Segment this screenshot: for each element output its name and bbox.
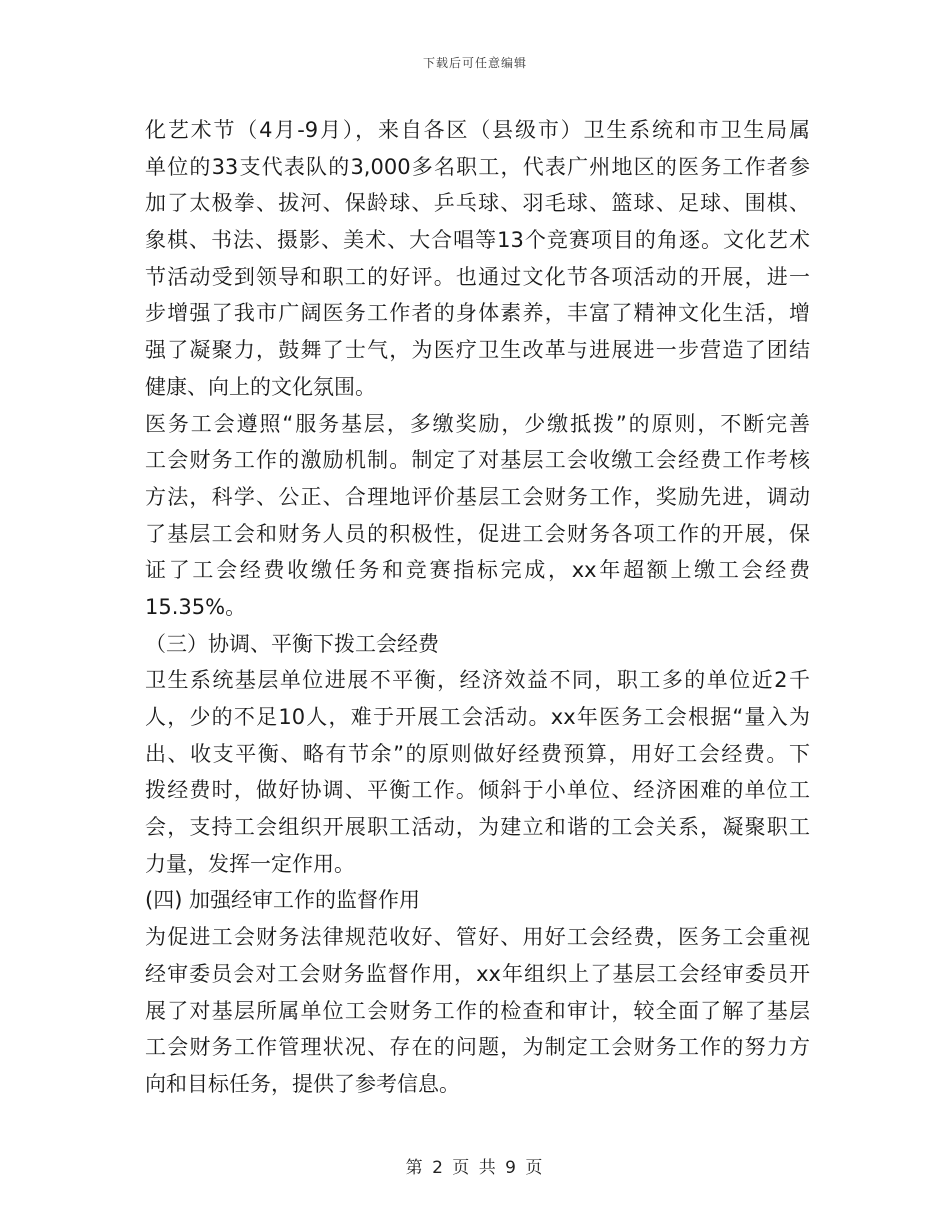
text-line: 为促进工会财务法律规范收好、管好、用好工会经费，医务工会重视 — [145, 925, 810, 950]
page-header: 下载后可任意编辑 — [422, 56, 527, 70]
text-line: 化艺术节（4月-9月），来自各区（县级市）卫生系统和市卫生局属 — [145, 118, 810, 142]
text-line: 展了对基层所属单位工会财务工作的检查和审计，较全面了解了基层 — [145, 998, 810, 1023]
text-line: 力量，发挥一定作用。 — [145, 851, 355, 876]
paragraph — [145, 406, 810, 626]
text-line: 步增强了我市广阔医务工作者的身体素养，丰富了精神文化生活，增 — [145, 301, 810, 326]
paragraph — [145, 662, 810, 882]
text-line: 向和目标任务，提供了参考信息。 — [145, 1071, 460, 1096]
paragraph — [145, 919, 810, 1102]
document-body — [145, 112, 810, 1103]
text-line: 拨经费时，做好协调、平衡工作。倾斜于小单位、经济困难的单位工 — [145, 778, 810, 803]
text-line: 单位的33支代表队的3,000多名职工，代表广州地区的医务工作者参 — [145, 154, 810, 179]
text-line: 加了太极拳、拔河、保龄球、乒乓球、羽毛球、篮球、足球、围棋、 — [145, 191, 810, 216]
text-line: 人，少的不足10人，难于开展工会活动。xx年医务工会根据“量入为 — [145, 705, 810, 729]
text-line: 方法，科学、公正、合理地评价基层工会财务工作，奖励先进，调动 — [145, 484, 810, 509]
text-line: 经审委员会对工会财务监督作用，xx年组织上了基层工会经审委员开 — [145, 961, 810, 986]
text-line: 工会财务工作的激励机制。制定了对基层工会收缴工会经费工作考核 — [145, 448, 810, 473]
page-footer: 第 2 页 共 9 页 — [405, 1158, 545, 1178]
section-heading — [145, 626, 810, 663]
paragraph — [145, 112, 810, 406]
section-heading — [145, 882, 810, 919]
text-line: 医务工会遵照“服务基层，多缴奖励，少缴抵拨”的原则，不断完善 — [145, 411, 810, 436]
text-line: 证了工会经费收缴任务和竞赛指标完成，xx年超额上缴工会经费 — [145, 558, 810, 583]
text-line: 了基层工会和财务人员的积极性，促进工会财务各项工作的开展，保 — [145, 521, 810, 546]
text-line: 工会财务工作管理状况、存在的问题，为制定工会财务工作的努力方 — [145, 1035, 810, 1060]
text-line: 象棋、书法、摄影、美术、大合唱等13个竞赛项目的角逐。文化艺术 — [145, 228, 810, 253]
text-line: 出、收支平衡、略有节余”的原则做好经费预算，用好工会经费。下 — [145, 741, 810, 766]
text-line: 会，支持工会组织开展职工活动，为建立和谐的工会关系，凝聚职工 — [145, 815, 810, 840]
text-line: 节活动受到领导和职工的好评。也通过文化节各项活动的开展，进一 — [145, 264, 810, 289]
text-line: 15.35%。 — [145, 594, 247, 619]
text-line: 强了凝聚力，鼓舞了士气，为医疗卫生改革与进展进一步营造了团结 — [145, 338, 810, 363]
text-line: （三）协调、平衡下拨工会经费 — [145, 631, 439, 656]
text-line: 卫生系统基层单位进展不平衡，经济效益不同，职工多的单位近2千 — [145, 668, 810, 693]
text-line: 健康、向上的文化氛围。 — [145, 374, 376, 399]
text-line: (四) 加强经审工作的监督作用 — [145, 888, 421, 913]
